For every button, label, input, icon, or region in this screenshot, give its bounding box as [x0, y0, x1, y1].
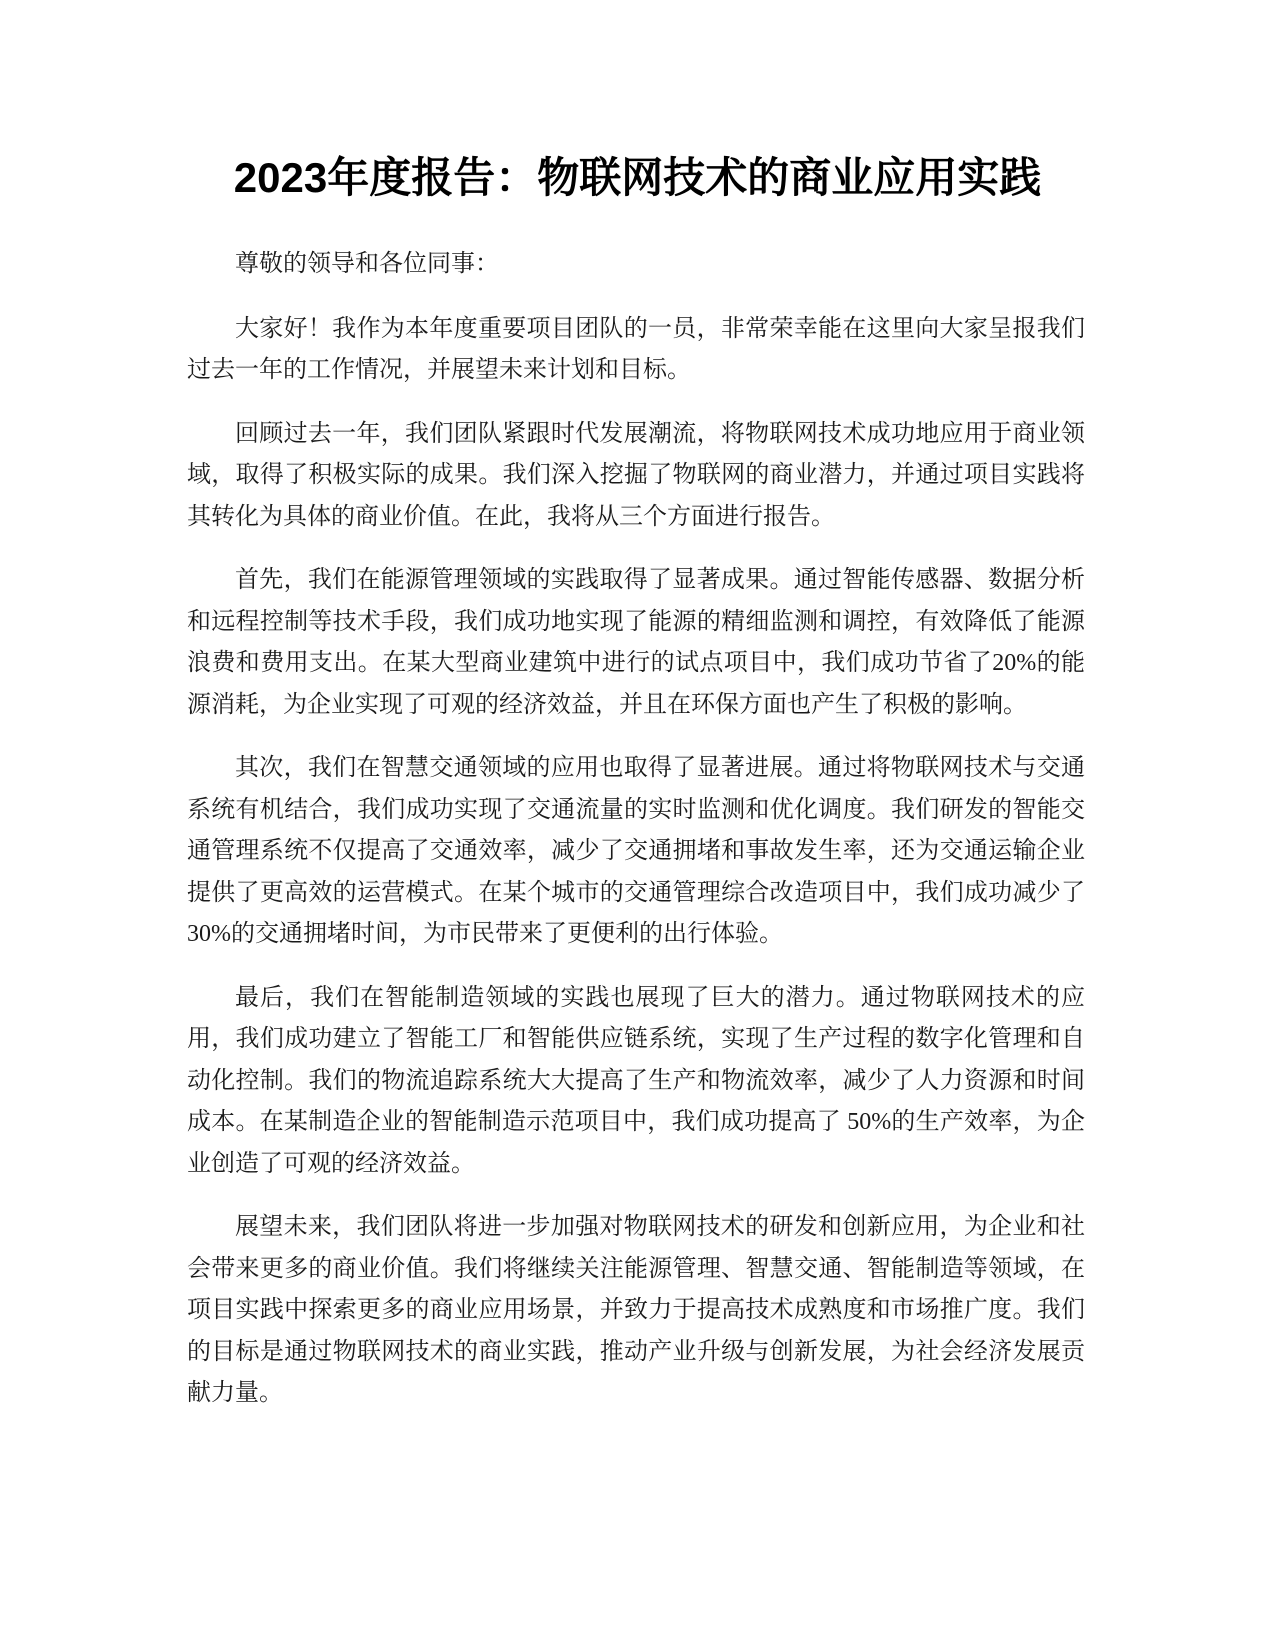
paragraph-greeting: 大家好！我作为本年度重要项目团队的一员，非常荣幸能在这里向大家呈报我们过去一年的工作情况，并展望未来计划和目标。	[187, 315, 1085, 383]
document-title: 2023年度报告：物联网技术的商业应用实践	[233, 154, 1042, 201]
paragraph-review: 回顾过去一年，我们团队紧跟时代发展潮流，将物联网技术成功地应用于商业领域，取得了积极实际的成果。我们深入挖掘了物联网的商业潜力，并通过项目实践将其转化为具体的商业价值。在此，我将从三个方面进行报告。	[187, 420, 1085, 530]
paragraph-smart-transportation: 其次，我们在智慧交通领域的应用也取得了显著进展。通过将物联网技术与交通系统有机结合，我们成功实现了交通流量的实时监测和优化调度。我们研发的智能交通管理系统不仅提高了交通效率，减少了交通拥堵和事故发生率，还为交通运输企业提供了更高效的运营模式。在某个城市的交通管理综合改造项目中，我们成功减少了 30%的交通拥堵时间，为市民带来了更便利的出行体验。	[187, 755, 1085, 947]
paragraph-outlook: 展望未来，我们团队将进一步加强对物联网技术的研发和创新应用，为企业和社会带来更多的商业价值。我们将继续关注能源管理、智慧交通、智能制造等领域，在项目实践中探索更多的商业应用场景，并致力于提高技术成熟度和市场推广度。我们的目标是通过物联网技术的商业实践，推动产业升级与创新发展，为社会经济发展贡献力量。	[187, 1214, 1085, 1406]
salutation: 尊敬的领导和各位同事：	[235, 251, 499, 277]
paragraph-energy-management: 首先，我们在能源管理领域的实践取得了显著成果。通过智能传感器、数据分析和远程控制等技术手段，我们成功地实现了能源的精细监测和调控，有效降低了能源浪费和费用支出。在某大型商业建筑中进行的试点项目中，我们成功节省了20%的能源消耗，为企业实现了可观的经济效益，并且在环保方面也产生了积极的影响。	[187, 567, 1085, 718]
paragraph-smart-manufacturing: 最后，我们在智能制造领域的实践也展现了巨大的潜力。通过物联网技术的应用，我们成功建立了智能工厂和智能供应链系统，实现了生产过程的数字化管理和自动化控制。我们的物流追踪系统大大提高了生产和物流效率，减少了人力资源和时间成本。在某制造企业的智能制造示范项目中，我们成功提高了 50%的生产效率，为企业创造了可观的经济效益。	[187, 984, 1085, 1177]
document-body	[187, 244, 1085, 1437]
